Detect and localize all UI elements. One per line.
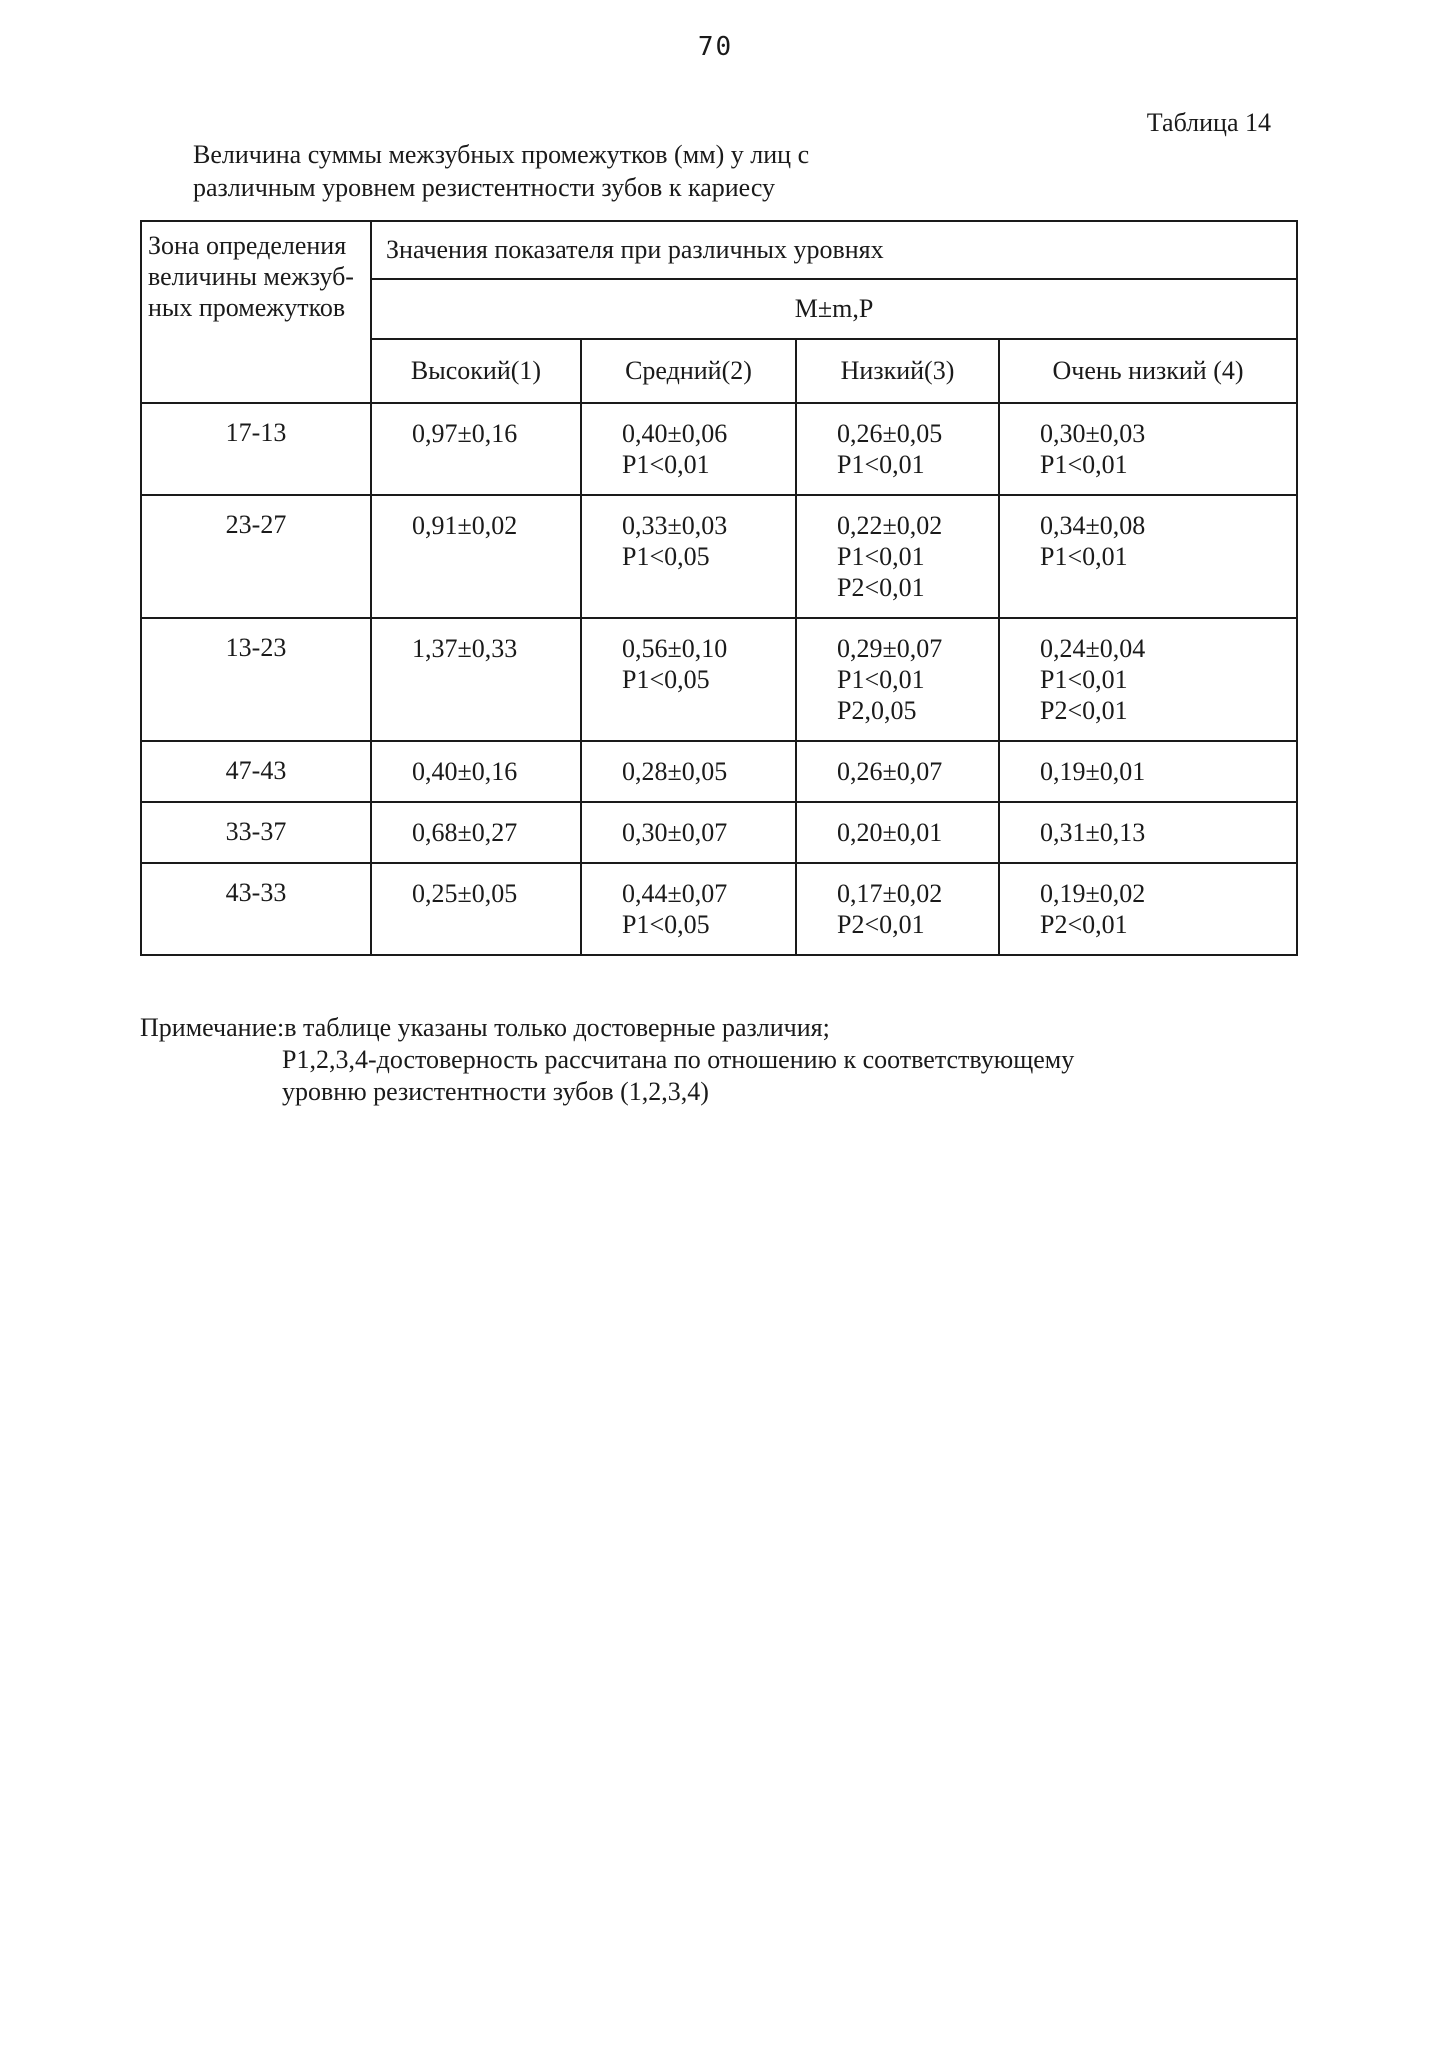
mean-value: 0,24±0,04 [1040, 634, 1146, 663]
mean-value: 0,33±0,03 [622, 511, 728, 540]
mean-value: 0,34±0,08 [1040, 511, 1146, 540]
mean-value: 1,37±0,33 [412, 634, 518, 663]
value-cell [999, 863, 1297, 955]
mean-value: 0,20±0,01 [837, 818, 943, 847]
value-cell [999, 403, 1297, 495]
mean-value: 0,30±0,03 [1040, 419, 1146, 448]
value-cell [999, 618, 1297, 741]
p-value: P2<0,01 [837, 573, 925, 602]
zone-cell: 33-37 [141, 802, 371, 863]
footnote [140, 1012, 1074, 1108]
value-cell [581, 618, 796, 741]
mean-value: 0,44±0,07 [622, 879, 728, 908]
mean-value: 0,56±0,10 [622, 634, 728, 663]
header-row [141, 221, 1297, 279]
p-value: P2<0,01 [1040, 696, 1128, 725]
mean-value: 0,28±0,05 [622, 757, 728, 786]
mean-value: 0,17±0,02 [837, 879, 943, 908]
mean-value: 0,40±0,16 [412, 757, 518, 786]
caption-line: различным уровнем резистентности зубов к кариесу [193, 173, 776, 202]
value-cell [796, 741, 999, 802]
table-row [141, 403, 1297, 495]
value-cell [371, 618, 581, 741]
zone-cell: 47-43 [141, 741, 371, 802]
page-number: 70 [697, 32, 734, 62]
p-value: P1<0,01 [837, 450, 925, 479]
p-value: P1<0,01 [1040, 542, 1128, 571]
p-value: P1<0,05 [622, 665, 710, 694]
zone-cell: 23-27 [141, 495, 371, 618]
value-cell [371, 403, 581, 495]
mean-value: 0,26±0,05 [837, 419, 943, 448]
zone-cell: 43-33 [141, 863, 371, 955]
footnote-line: Примечание:в таблице указаны только достоверные различия; [140, 1013, 830, 1042]
mean-value: 0,22±0,02 [837, 511, 943, 540]
value-cell [581, 495, 796, 618]
value-cell [796, 403, 999, 495]
footnote-line: уровню резистентности зубов (1,2,3,4) [282, 1077, 709, 1106]
value-cell [999, 495, 1297, 618]
p-value: P1<0,01 [837, 665, 925, 694]
table-caption [193, 138, 809, 204]
mean-value: 0,19±0,01 [1040, 757, 1146, 786]
mean-value: 0,29±0,07 [837, 634, 943, 663]
value-cell [796, 802, 999, 863]
p-value: P2<0,01 [837, 910, 925, 939]
table-row [141, 802, 1297, 863]
mean-value: 0,19±0,02 [1040, 879, 1146, 908]
zone-cell: 13-23 [141, 618, 371, 741]
p-value: P2<0,01 [1040, 910, 1128, 939]
p-value: P1<0,01 [837, 542, 925, 571]
group-subheader: M±m,P [371, 279, 1297, 339]
p-value: P2,0,05 [837, 696, 917, 725]
level-header: Высокий(1) [371, 339, 581, 403]
table-row [141, 618, 1297, 741]
level-header: Очень низкий (4) [999, 339, 1297, 403]
value-cell [371, 741, 581, 802]
group-header: Значения показателя при различных уровнях [371, 221, 1297, 279]
table-row [141, 495, 1297, 618]
p-value: P1<0,01 [1040, 665, 1128, 694]
value-cell [796, 495, 999, 618]
caption-line: Величина суммы межзубных промежутков (мм) у лиц с [193, 140, 810, 169]
zone-header [141, 221, 371, 403]
p-value: P1<0,05 [622, 910, 710, 939]
value-cell [581, 741, 796, 802]
p-value: P1<0,01 [1040, 450, 1128, 479]
level-header: Средний(2) [581, 339, 796, 403]
mean-value: 0,25±0,05 [412, 879, 518, 908]
zone-header-line: величины межзуб- [148, 262, 354, 291]
zone-cell: 17-13 [141, 403, 371, 495]
footnote-line: P1,2,3,4-достоверность рассчитана по отношению к соответствующему [282, 1045, 1075, 1074]
zone-header-line: Зона определения [148, 231, 347, 260]
mean-value: 0,30±0,07 [622, 818, 728, 847]
value-cell [581, 863, 796, 955]
value-cell [581, 802, 796, 863]
value-cell [796, 863, 999, 955]
mean-value: 0,26±0,07 [837, 757, 943, 786]
p-value: P1<0,05 [622, 542, 710, 571]
value-cell [999, 802, 1297, 863]
table-label: Таблица 14 [1146, 108, 1271, 137]
zone-header-line: ных промежутков [148, 293, 346, 322]
table-row [141, 863, 1297, 955]
value-cell [999, 741, 1297, 802]
mean-value: 0,91±0,02 [412, 511, 518, 540]
mean-value: 0,31±0,13 [1040, 818, 1146, 847]
value-cell [581, 403, 796, 495]
value-cell [371, 802, 581, 863]
mean-value: 0,68±0,27 [412, 818, 518, 847]
value-cell [796, 618, 999, 741]
level-header: Низкий(3) [796, 339, 999, 403]
data-table [140, 220, 1298, 956]
mean-value: 0,40±0,06 [622, 419, 728, 448]
value-cell [371, 495, 581, 618]
mean-value: 0,97±0,16 [412, 419, 518, 448]
value-cell [371, 863, 581, 955]
p-value: P1<0,01 [622, 450, 710, 479]
table-row [141, 741, 1297, 802]
